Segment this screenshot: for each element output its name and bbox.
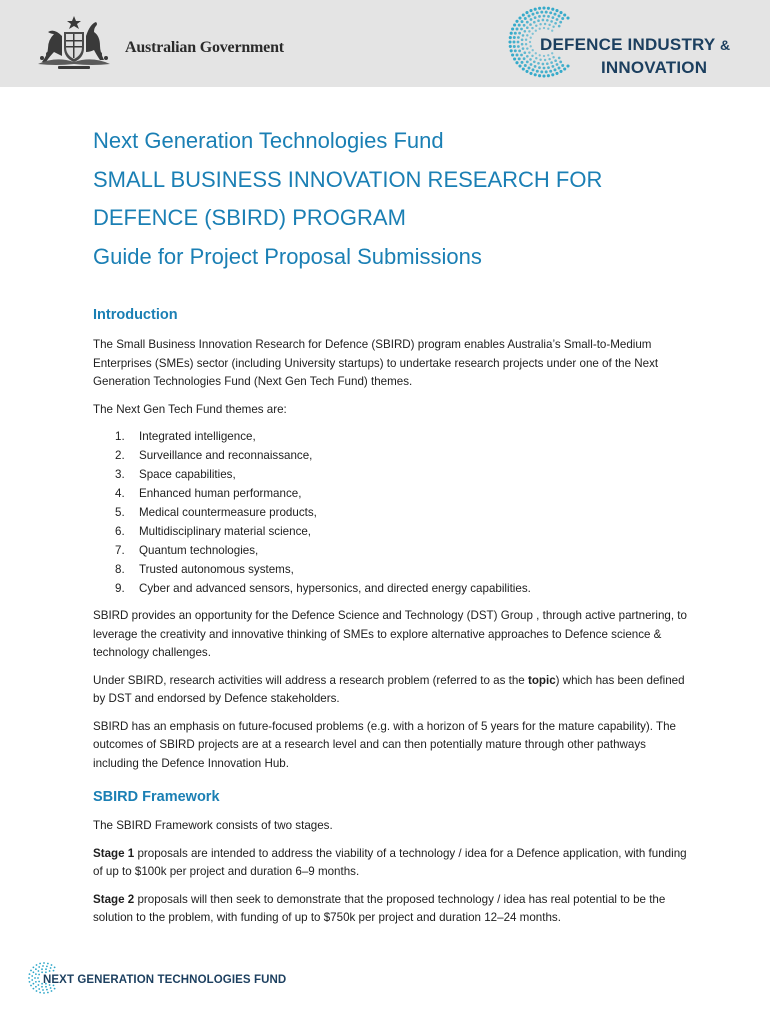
footer-fund-name: NEXT GENERATION TECHNOLOGIES FUND — [43, 974, 287, 986]
stage1-label: Stage 1 — [93, 846, 135, 860]
theme-item — [93, 522, 693, 541]
footer-logo-dot — [54, 967, 56, 969]
title-line-4: Guide for Project Proposal Submissions — [93, 243, 482, 269]
agency-name-line2: INNOVATION — [601, 58, 708, 77]
logo-dot — [530, 18, 533, 21]
logo-dot — [554, 68, 557, 71]
logo-dot — [534, 73, 537, 76]
logo-dot — [530, 37, 532, 39]
logo-dot — [520, 54, 523, 57]
logo-dot — [529, 41, 531, 43]
logo-dot — [521, 20, 524, 23]
introduction-heading: Introduction — [93, 307, 178, 323]
agency-name-line1 — [540, 35, 730, 55]
logo-dot — [526, 55, 529, 58]
footer-logo-dot — [36, 964, 38, 966]
agency-line1-text: DEFENCE INDUSTRY — [540, 35, 716, 54]
footer-logo-dot — [31, 979, 33, 981]
footer-logo-dot — [47, 992, 49, 994]
agency-ampersand: & — [720, 37, 731, 53]
footer-logo-dot — [29, 981, 31, 983]
logo-dot — [539, 58, 541, 60]
logo-dot — [538, 7, 541, 10]
p3-after-text: ) which has been defined by DST and endorsed by Defence stakeholders. — [93, 673, 685, 705]
logo-dot — [545, 11, 548, 14]
footer-logo-dot — [38, 984, 40, 986]
logo-dot — [526, 34, 528, 36]
logo-dot — [538, 74, 541, 77]
logo-dot — [511, 53, 514, 56]
logo-dot — [549, 11, 552, 14]
logo-dot — [558, 25, 561, 28]
logo-dot — [515, 20, 518, 23]
logo-dot — [535, 24, 537, 26]
theme-item — [93, 484, 693, 503]
stage2-paragraph — [93, 891, 693, 928]
footer-logo-dot — [31, 975, 33, 977]
logo-dot — [547, 66, 550, 69]
title-line-3: DEFENCE (SBIRD) PROGRAM — [93, 205, 406, 230]
logo-dot — [559, 11, 562, 14]
logo-dot — [521, 61, 524, 64]
document-body — [93, 305, 693, 928]
logo-dot — [542, 19, 545, 22]
logo-dot — [525, 70, 528, 73]
theme-number: 5. — [115, 506, 125, 519]
logo-dot — [542, 6, 545, 9]
logo-dot — [518, 24, 521, 27]
theme-text: Medical countermeasure products, — [139, 506, 317, 519]
footer-logo-dot — [41, 968, 43, 970]
theme-item — [93, 579, 693, 598]
footer-logo-dot — [45, 986, 47, 988]
footer-logo-dot — [50, 967, 52, 969]
stage2-text: proposals will then seek to demonstrate that the proposed technology / idea has real potential to be the solution to the problem, with funding of up to $750k per project and duration 12–24 months. — [93, 892, 666, 924]
logo-dot — [554, 59, 557, 62]
theme-number: 8. — [115, 563, 125, 576]
logo-dot — [550, 20, 553, 23]
logo-dot — [535, 30, 537, 32]
logo-dot — [563, 67, 566, 70]
footer-logo-dot — [45, 968, 47, 970]
theme-item — [93, 427, 693, 446]
footer-logo-dot — [49, 970, 51, 972]
theme-text: Trusted autonomous systems, — [139, 563, 294, 576]
logo-dot — [558, 57, 561, 60]
logo-dot — [524, 64, 527, 67]
logo-dot — [534, 8, 537, 11]
logo-dot — [520, 28, 523, 31]
footer-logo-dot — [39, 963, 41, 965]
logo-dot — [531, 55, 533, 57]
logo-dot — [542, 63, 545, 66]
theme-text: Surveillance and reconnaissance, — [139, 449, 313, 462]
footer-logo-dot — [33, 971, 35, 973]
logo-dot — [556, 63, 559, 66]
footer-logo-dot — [38, 970, 40, 972]
footer-logo-dot — [51, 990, 53, 992]
stage1-paragraph — [93, 845, 693, 882]
footer-logo-dot — [53, 970, 55, 972]
logo-dot — [525, 43, 527, 45]
footer-logo-dot — [28, 977, 30, 979]
logo-dot — [521, 38, 524, 41]
footer-logo-dot — [35, 973, 37, 975]
logo-dot — [546, 62, 549, 65]
logo-dot — [516, 28, 519, 31]
logo-dot — [513, 45, 516, 48]
logo-dot — [531, 27, 533, 29]
logo-dot — [528, 51, 530, 53]
footer-logo-dot — [39, 992, 41, 994]
footer-logo-dot — [42, 965, 44, 967]
logo-dot — [529, 72, 532, 75]
logo-dot — [543, 15, 546, 18]
footer-logo-dot — [37, 977, 39, 979]
logo-dot — [530, 63, 533, 66]
logo-dot — [510, 49, 513, 52]
logo-dot — [513, 23, 516, 26]
footer-logo-dot — [34, 977, 36, 979]
footer-logo-dot — [33, 988, 35, 990]
footer-logo-dot — [47, 963, 49, 965]
footer-logo-dot — [35, 986, 37, 988]
logo-dot — [514, 32, 517, 35]
logo-dot — [566, 64, 569, 67]
footer-logo-dot — [45, 971, 47, 973]
logo-dot — [523, 24, 526, 27]
logo-dot — [542, 74, 545, 77]
logo-dot — [532, 68, 535, 71]
logo-dot — [530, 45, 532, 47]
footer-logo-dot — [50, 987, 52, 989]
logo-dot — [544, 59, 546, 61]
logo-dot — [558, 15, 561, 18]
footer-logo-dot — [35, 981, 37, 983]
theme-number: 3. — [115, 468, 125, 481]
theme-number: 4. — [115, 487, 125, 500]
theme-number: 1. — [115, 430, 125, 443]
intro-paragraph-2: SBIRD provides an opportunity for the Defence Science and Technology (DST) Group , through active partnering, to leverage the creativity and innovative thinking of SMEs to explore alternative approaches to Defence science & technology challenges. — [93, 609, 687, 659]
logo-dot — [526, 61, 529, 64]
logo-dot — [516, 54, 519, 57]
logo-dot — [556, 18, 559, 21]
logo-dot — [559, 61, 562, 64]
logo-dot — [526, 21, 529, 24]
logo-dot — [561, 64, 564, 67]
logo-dot — [517, 45, 520, 48]
logo-dot — [554, 13, 557, 16]
logo-dot — [561, 17, 564, 20]
theme-number: 2. — [115, 449, 125, 462]
footer-logo-dot — [38, 988, 40, 990]
logo-dot — [528, 15, 531, 18]
footer-logo-dot — [33, 983, 35, 985]
logo-dot — [533, 21, 536, 24]
logo-dot — [522, 13, 525, 16]
australian-coat-of-arms-icon — [28, 14, 120, 72]
logo-dot — [538, 66, 541, 69]
intro-paragraph-3 — [93, 672, 693, 709]
theme-number: 9. — [115, 582, 125, 595]
logo-dot — [528, 67, 531, 70]
logo-dot — [510, 32, 513, 35]
logo-dot — [543, 67, 546, 70]
theme-item — [93, 541, 693, 560]
logo-dot — [534, 65, 537, 68]
theme-item — [93, 503, 693, 522]
logo-dot — [513, 41, 516, 44]
footer-logo-dot — [33, 967, 35, 969]
footer-logo-dot — [54, 988, 56, 990]
logo-dot — [532, 13, 535, 16]
logo-dot — [559, 21, 562, 24]
logo-dot — [552, 56, 554, 58]
logo-dot — [536, 11, 539, 14]
government-name: Australian Government — [125, 39, 284, 56]
logo-dot — [532, 33, 534, 35]
footer-logo-dot — [41, 971, 43, 973]
document-title — [93, 122, 733, 276]
logo-dot — [555, 9, 558, 12]
footer-logo-dot — [38, 981, 40, 983]
logo-dot — [559, 70, 562, 73]
footer-logo-dot — [30, 985, 32, 987]
logo-dot — [551, 30, 553, 32]
logo-dot — [550, 61, 553, 64]
logo-dot — [533, 60, 536, 63]
themes-list — [93, 427, 693, 598]
logo-dot — [548, 24, 550, 26]
logo-dot — [547, 15, 550, 18]
logo-dot — [528, 30, 530, 32]
logo-dot — [526, 47, 528, 49]
logo-dot — [552, 26, 554, 28]
footer-logo-dot — [42, 989, 44, 991]
logo-dot — [536, 70, 539, 73]
logo-dot — [514, 49, 517, 52]
footer-logo-dot — [46, 989, 48, 991]
footer-logo-dot — [35, 968, 37, 970]
logo-dot — [535, 52, 537, 54]
logo-dot — [547, 28, 549, 30]
logo-dot — [540, 70, 543, 73]
logo-dot — [518, 50, 521, 53]
logo-dot — [529, 58, 532, 61]
logo-dot — [544, 23, 546, 25]
theme-text: Space capabilities, — [139, 468, 236, 481]
theme-number: 6. — [115, 525, 125, 538]
logo-dot — [522, 34, 525, 37]
theme-item — [93, 465, 693, 484]
logo-dot — [513, 57, 516, 60]
logo-dot — [522, 67, 525, 70]
logo-dot — [549, 70, 552, 73]
logo-dot — [539, 28, 541, 30]
theme-number: 7. — [115, 544, 125, 557]
footer-logo-dot — [43, 992, 45, 994]
logo-dot — [518, 57, 521, 60]
p3-before-text: Under SBIRD, research activities will address a research problem (referred to as the — [93, 673, 528, 687]
logo-dot — [523, 51, 526, 54]
theme-text: Integrated intelligence, — [139, 430, 256, 443]
title-line-2: SMALL BUSINESS INNOVATION RESEARCH FOR — [93, 166, 603, 192]
logo-dot — [545, 70, 548, 73]
logo-dot — [525, 38, 527, 40]
logo-dot — [538, 15, 541, 18]
footer-logo-dot — [38, 966, 40, 968]
stage2-label: Stage 2 — [93, 892, 135, 906]
logo-dot — [537, 62, 540, 65]
logo-dot — [524, 17, 527, 20]
theme-text: Multidisciplinary material science, — [139, 525, 312, 538]
logo-dot — [537, 19, 540, 22]
footer-logo-dot — [41, 986, 43, 988]
footer-logo-dot — [36, 990, 38, 992]
logo-dot — [551, 8, 554, 11]
footer-logo-dot — [43, 962, 45, 964]
logo-dot — [529, 23, 532, 26]
theme-text: Quantum technologies, — [139, 544, 259, 557]
logo-dot — [523, 30, 526, 33]
intro-paragraph-4: SBIRD has an emphasis on future-focused problems (e.g. with a horizon of 5 years for the mature capability). The outcomes of SBIRD projects are at a research level and can then potentially mature through other pathways including the Defence Innovation Hub. — [93, 719, 676, 770]
stage1-text: proposals are intended to address the viability of a technology / idea for a Defence application, with funding of up to $100k per project and duration 6–9 months. — [93, 846, 687, 878]
logo-dot — [543, 55, 545, 57]
theme-text: Cyber and advanced sensors, hypersonics, and directed energy capabilities. — [139, 582, 531, 595]
footer-logo-dot — [29, 973, 31, 975]
logo-dot — [535, 57, 537, 59]
logo-dot — [540, 11, 543, 14]
logo-dot — [513, 36, 516, 39]
logo-dot — [539, 23, 541, 25]
logo-dot — [526, 26, 529, 29]
title-line-1: Next Generation Technologies Fund — [93, 128, 444, 153]
logo-dot — [534, 16, 537, 19]
logo-dot — [509, 36, 512, 39]
logo-dot — [508, 40, 511, 43]
footer-logo-dot — [51, 964, 53, 966]
theme-item — [93, 446, 693, 465]
logo-dot — [548, 58, 550, 60]
logo-dot — [509, 45, 512, 48]
logo-dot — [558, 67, 561, 70]
logo-dot — [532, 49, 534, 51]
footer-logo-dot — [38, 974, 40, 976]
logo-dot — [546, 19, 549, 22]
logo-dot — [547, 74, 550, 77]
logo-dot — [543, 27, 545, 29]
logo-dot — [522, 47, 525, 50]
footer-logo-dot — [46, 966, 48, 968]
logo-dot — [518, 32, 521, 35]
logo-dot — [517, 41, 520, 44]
topic-term: topic — [527, 673, 556, 687]
logo-dot — [517, 36, 520, 39]
themes-intro: The Next Gen Tech Fund themes are: — [93, 402, 287, 416]
logo-dot — [518, 64, 521, 67]
logo-dot — [552, 16, 555, 19]
logo-dot — [525, 11, 528, 14]
theme-text: Enhanced human performance, — [139, 487, 302, 500]
logo-dot — [515, 61, 518, 64]
logo-dot — [566, 16, 569, 19]
logo-dot — [523, 57, 526, 60]
logo-dot — [563, 13, 566, 16]
logo-dot — [521, 43, 524, 46]
logo-dot — [518, 16, 521, 19]
logo-dot — [551, 73, 554, 76]
theme-item — [93, 560, 693, 579]
framework-heading: SBIRD Framework — [93, 789, 220, 805]
logo-dot — [511, 27, 514, 30]
logo-dot — [529, 9, 532, 12]
logo-dot — [552, 65, 555, 68]
logo-dot — [547, 7, 550, 10]
framework-paragraph-1: The SBIRD Framework consists of two stages. — [93, 819, 333, 832]
logo-dot — [554, 22, 557, 25]
logo-dot — [555, 72, 558, 75]
intro-paragraph-1: The Small Business Innovation Research for Defence (SBIRD) program enables Australia’s Small-to-Medium Enterprises (SMEs) sector (including University startups) to undertake research projects under one of the Next Generation Technologies Fund (Next Gen Tech Fund) themes. — [93, 338, 659, 388]
footer-logo-dot — [30, 970, 32, 972]
